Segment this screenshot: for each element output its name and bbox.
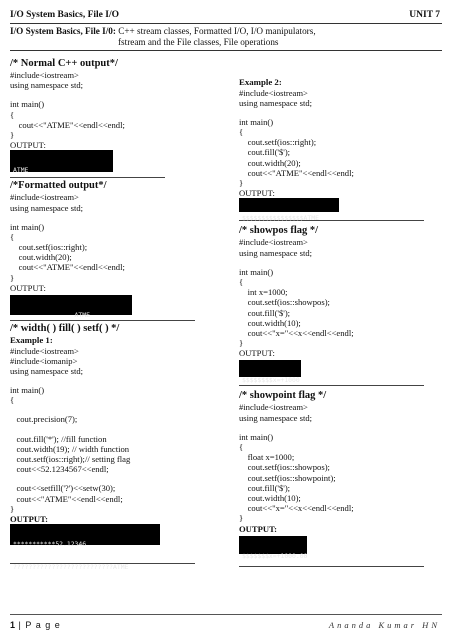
code-line: cout.width(19); // width function bbox=[10, 443, 130, 454]
code-line bbox=[239, 108, 444, 117]
console-line: $$$$$$$x=+1000.00 bbox=[242, 551, 308, 560]
example-label: Example 2: bbox=[239, 77, 282, 87]
subtitle-divider bbox=[10, 50, 442, 51]
code-line bbox=[10, 425, 215, 434]
code-line: int main() bbox=[10, 99, 45, 110]
console-line: ??????????????????????????ATME bbox=[13, 562, 129, 571]
code-line: cout.fill('$'); bbox=[239, 482, 291, 493]
code-line: float x=1000; bbox=[239, 452, 295, 463]
code-line: using namespace std; bbox=[10, 202, 84, 213]
code-line: cout.width(10); bbox=[239, 317, 301, 328]
code-line: using namespace std; bbox=[10, 365, 84, 376]
code-line: { bbox=[10, 231, 15, 242]
console-output bbox=[10, 150, 113, 175]
code-line: cout<<"x="<<x<<endl<<endl; bbox=[239, 327, 354, 338]
page-word: | P a g e bbox=[18, 620, 61, 630]
code-line bbox=[10, 213, 215, 222]
console-output bbox=[10, 524, 160, 571]
code-line: } bbox=[10, 129, 15, 140]
code-line: int main() bbox=[239, 431, 274, 442]
output-label: OUTPUT: bbox=[239, 523, 278, 534]
console-output bbox=[239, 360, 301, 385]
code-line: } bbox=[239, 178, 244, 188]
code-block bbox=[239, 88, 444, 189]
code-line: cout.setf(ios::right); bbox=[239, 137, 317, 148]
code-block bbox=[10, 346, 215, 514]
section-title: /* showpos flag */ bbox=[239, 225, 319, 237]
code-line: cout<<"ATME"<<endl<<endl; bbox=[239, 167, 354, 178]
section-title: /* Normal C++ output*/ bbox=[10, 58, 118, 69]
code-line: using namespace std; bbox=[239, 247, 313, 258]
code-line bbox=[10, 90, 215, 99]
section-title: /* showpoint flag */ bbox=[239, 390, 327, 402]
code-line: { bbox=[239, 276, 244, 287]
code-line: cout<<setfill('?')<<setw(30); bbox=[10, 483, 116, 494]
page-num: 1 bbox=[10, 620, 16, 630]
code-line: using namespace std; bbox=[239, 412, 313, 423]
code-line: int main() bbox=[10, 385, 45, 396]
code-line: #include<iostream> bbox=[239, 237, 308, 248]
code-line: cout.precision(7); bbox=[10, 414, 78, 425]
header-unit: UNIT 7 bbox=[409, 10, 440, 20]
code-line: using namespace std; bbox=[10, 80, 84, 91]
section-title: /*Formatted output*/ bbox=[10, 180, 107, 192]
code-line: #include<iostream> bbox=[10, 192, 79, 203]
code-line bbox=[10, 474, 215, 483]
left-column bbox=[10, 58, 215, 571]
code-block bbox=[239, 237, 444, 348]
code-line: cout<<"ATME"<<endl<<endl; bbox=[10, 493, 123, 504]
code-line: cout<<"ATME"<<endl<<endl; bbox=[10, 262, 125, 273]
code-line: { bbox=[239, 442, 244, 453]
code-line bbox=[239, 258, 444, 267]
code-line: cout.width(10); bbox=[239, 492, 301, 503]
code-line: int main() bbox=[10, 221, 45, 232]
code-line: #include<iostream> bbox=[10, 345, 79, 356]
code-block bbox=[10, 70, 215, 140]
subtitle bbox=[10, 26, 440, 48]
code-line: } bbox=[10, 503, 15, 514]
code-line: { bbox=[239, 127, 244, 138]
code-line: } bbox=[239, 338, 244, 349]
page-number bbox=[10, 620, 61, 630]
output-label: OUTPUT: bbox=[10, 282, 46, 293]
code-line: cout.fill('*'); //fill function bbox=[10, 433, 107, 444]
code-line: cout.setf(ios::showpos); bbox=[239, 297, 330, 308]
code-line: cout.setf(ios::right);// setting flag bbox=[10, 454, 131, 465]
code-line: { bbox=[10, 395, 15, 406]
code-line: { bbox=[10, 109, 15, 120]
section-divider bbox=[10, 177, 165, 178]
code-line: int main() bbox=[239, 116, 274, 127]
code-line: cout<<"x="<<x<<endl<<endl; bbox=[239, 503, 354, 514]
code-line: cout.setf(ios::showpoint); bbox=[239, 472, 336, 483]
output-label: OUTPUT: bbox=[10, 140, 46, 151]
code-line bbox=[10, 376, 215, 385]
code-line: cout<<"ATME"<<endl<<endl; bbox=[10, 119, 125, 130]
code-line: cout.fill('$'); bbox=[239, 147, 291, 158]
code-line: cout.width(20); bbox=[239, 157, 301, 168]
output-label: OUTPUT: bbox=[239, 348, 275, 359]
code-block bbox=[10, 192, 215, 283]
code-line: cout.setf(ios::right); bbox=[10, 242, 88, 253]
code-line: #include<iostream> bbox=[239, 87, 308, 98]
console-line: $$$$$$$$x=+1000 bbox=[242, 376, 300, 385]
header-title: I/O System Basics, File I/O bbox=[10, 10, 119, 20]
console-line: ATME bbox=[13, 311, 90, 320]
code-line bbox=[10, 405, 215, 414]
section-title: /* width( ) fill( ) setf( ) */ bbox=[10, 323, 120, 335]
code-line: #include<iostream> bbox=[239, 402, 308, 413]
output-label: OUTPUT: bbox=[239, 188, 275, 199]
console-line: $$$$$$$$$$$$$$$$ATME bbox=[242, 214, 319, 223]
code-line: } bbox=[10, 272, 15, 283]
code-line: #include<iostream> bbox=[10, 70, 79, 80]
output-label: OUTPUT: bbox=[10, 513, 49, 524]
right-column bbox=[239, 77, 444, 567]
code-line: cout<<52.1234567<<endl; bbox=[10, 464, 109, 475]
section-divider bbox=[239, 566, 424, 567]
subtitle-line1: C++ stream classes, Formatted I/O, I/O manipulators, bbox=[115, 26, 316, 36]
console-output bbox=[239, 536, 308, 560]
code-line: int x=1000; bbox=[239, 287, 288, 298]
console-line: ATME bbox=[13, 166, 29, 175]
code-line: cout.fill('$'); bbox=[239, 307, 291, 318]
console-line: ***********52.12346 bbox=[13, 540, 87, 549]
author-name: Ananda Kumar HN bbox=[328, 620, 440, 630]
code-line bbox=[239, 423, 444, 432]
example-label: Example 1: bbox=[10, 335, 53, 346]
subtitle-line2: fstream and the File classes, File operations bbox=[118, 37, 279, 47]
code-block bbox=[239, 402, 444, 523]
code-line: #include<iomanip> bbox=[10, 355, 78, 366]
code-line: } bbox=[239, 513, 244, 524]
code-line: cout.width(20); bbox=[10, 252, 72, 263]
subtitle-label: I/O System Basics, File I/0: bbox=[10, 26, 116, 36]
console-output bbox=[10, 295, 132, 320]
section-divider bbox=[10, 320, 195, 321]
section-divider bbox=[239, 385, 424, 386]
header-divider bbox=[10, 23, 442, 24]
code-line: int main() bbox=[239, 266, 274, 277]
code-line: cout.setf(ios::showpos); bbox=[239, 462, 330, 473]
code-line: using namespace std; bbox=[239, 97, 313, 108]
console-output bbox=[239, 198, 339, 223]
footer-divider bbox=[10, 614, 442, 615]
